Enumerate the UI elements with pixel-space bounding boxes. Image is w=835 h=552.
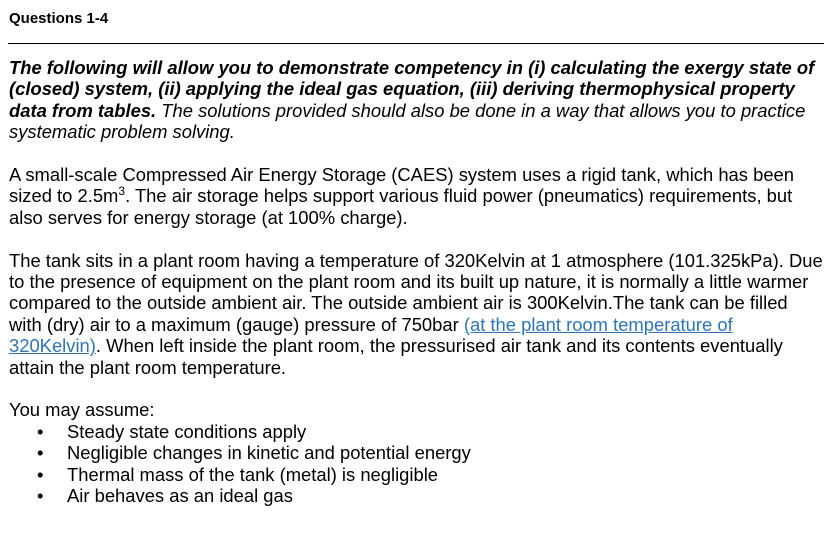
- intro-bold-text: The following will allow you to demonstrate competency in (i) calculating the exergy state of (closed) system, (ii) applying the ideal gas equation, (iii) deriving thermophysical property data from tables.: [9, 57, 815, 121]
- heading-divider: [8, 43, 824, 44]
- caes-text: A small-scale Compressed Air Energy Storage (CAES) system uses a rigid tank, which has been sized to 2.5m: [9, 164, 795, 207]
- caes-text-end: . The air storage helps support various fluid power (pneumatics) requirements, but also serves for energy storage (at 100% charge).: [9, 185, 793, 228]
- intro-paragraph: [9, 57, 824, 143]
- assumption-item: • Steady state conditions apply: [67, 421, 824, 442]
- section-heading: Questions 1-4: [9, 10, 109, 27]
- intro-rest-text: The solutions provided should also be done in a way that allows you to practice systematic problem solving.: [9, 99, 806, 143]
- plant-room-paragraph: [9, 250, 824, 378]
- document-body: [9, 57, 824, 506]
- plant-room-text-end: . When left inside the plant room, the pressurised air tank and its contents eventually attain the plant room temperature.: [9, 335, 783, 378]
- assumptions-list: [9, 421, 824, 507]
- assumptions-label: You may assume:: [9, 399, 155, 421]
- caes-paragraph: [9, 164, 824, 228]
- assumption-item: • Negligible changes in kinetic and potential energy: [67, 442, 824, 463]
- assumption-item: • Air behaves as an ideal gas: [67, 485, 824, 506]
- assumption-item: • Thermal mass of the tank (metal) is negligible: [67, 464, 824, 485]
- cubic-superscript: 3: [118, 184, 126, 199]
- plant-room-text: The tank sits in a plant room having a temperature of 320Kelvin at 1 atmosphere (101.325kPa). Due to the presence of equipment on the plant room and its built up nature, it is normally a little warmer compared to the outside ambient air. The outside ambient air is 300Kelvin.The tank can be filled with (dry) air to a maximum (gauge) pressure of 750bar: [9, 249, 823, 335]
- plant-room-temperature-link[interactable]: (at the plant room temperature of 320Kelvin): [9, 313, 733, 357]
